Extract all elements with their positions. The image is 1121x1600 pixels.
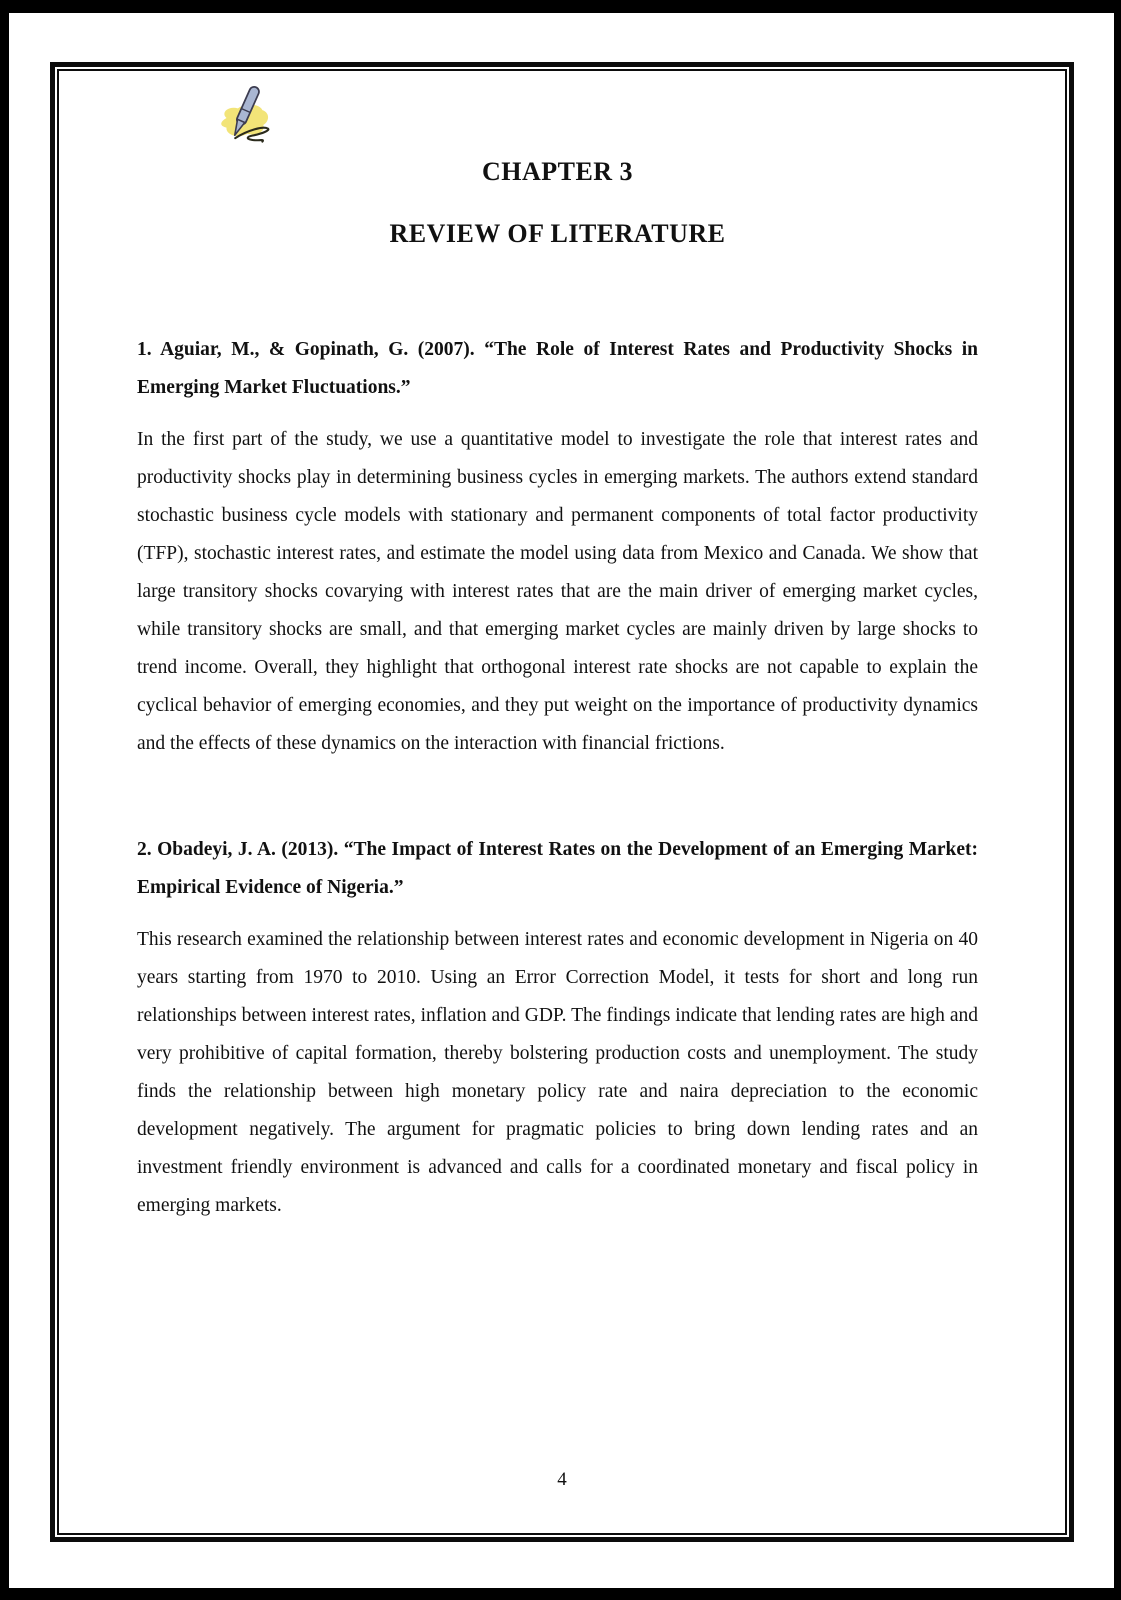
entry-2-citation: 2. Obadeyi, J. A. (2013). “The Impact of Interest Rates on the Development of an Emerging Market: Empirical Evidence of Nigeria.” xyxy=(137,839,978,898)
chapter-label: CHAPTER 3 xyxy=(481,157,634,186)
entry-1-summary: In the first part of the study, we use a quantitative model to investigate the role that interest rates and productivity shocks play in determining business cycles in emerging markets. The authors extend standard stochastic business cycle models with stationary and permanent components of total factor productivity (TFP), stochastic interest rates, and estimate the model using data from Mexico and Canada. We show that large transitory shocks covarying with interest rates that are the main driver of emerging market cycles, while transitory shocks are small, and that emerging market cycles are mainly driven by large shocks to trend income. Overall, they highlight that orthogonal interest rate shocks are not capable to explain the cyclical behavior of emerging economies, and they put weight on the importance of productivity dynamics and the effects of these dynamics on the interaction with financial frictions. xyxy=(137,429,978,754)
literature-entry xyxy=(137,331,978,763)
page-title: REVIEW OF LITERATURE xyxy=(389,219,726,248)
page-border-frame xyxy=(50,62,1074,1542)
page-content xyxy=(59,71,1065,1533)
paper-page xyxy=(9,13,1114,1588)
entry-1-citation: 1. Aguiar, M., & Gopinath, G. (2007). “The Role of Interest Rates and Productivity Shocks in Emerging Market Fluctuations.” xyxy=(137,339,978,398)
literature-entry xyxy=(137,831,978,1225)
page-number: 4 xyxy=(557,1469,567,1490)
pen-scribble-icon xyxy=(209,83,279,153)
entry-2-summary: This research examined the relationship between interest rates and economic development in Nigeria on 40 years starting from 1970 to 2010. Using an Error Correction Model, it tests for short and long run relationships between interest rates, inflation and GDP. The findings indicate that lending rates are high and very prohibitive of capital formation, thereby bolstering production costs and unemployment. The study finds the relationship between high monetary policy rate and naira depreciation to the economic development negatively. The argument for pragmatic policies to bring down lending rates and an investment friendly environment is advanced and calls for a coordinated monetary and fiscal policy in emerging markets. xyxy=(137,929,978,1216)
page-border-frame-inner xyxy=(57,69,1067,1535)
